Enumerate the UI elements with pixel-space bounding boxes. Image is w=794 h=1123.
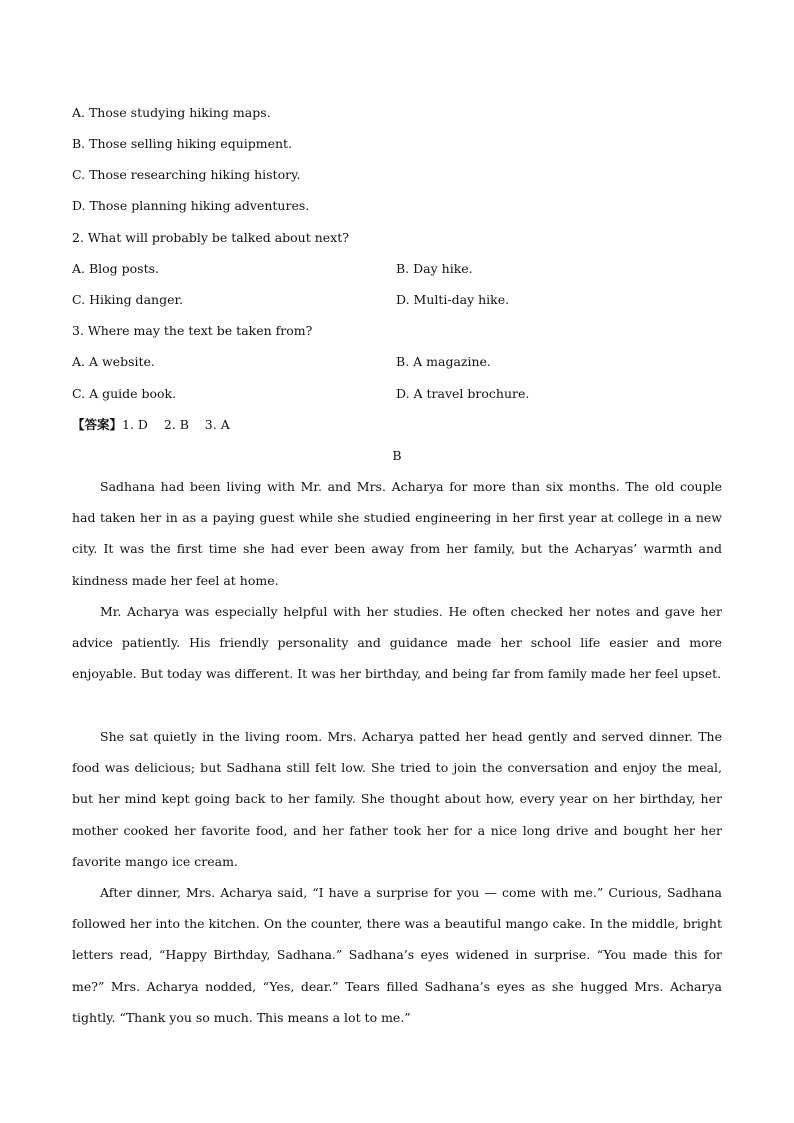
answer-label: 【答案】 bbox=[72, 417, 123, 432]
q2-option-c: C. Hiking danger. bbox=[72, 292, 184, 307]
q3-option-b: B. A magazine. bbox=[396, 354, 491, 369]
passage-paragraph-1: Sadhana had been living with Mr. and Mrs. Acharya for more than six months. The old couple had taken her in as a paying guest while she studied engineering in her first year at college in a new city. It was the first time she had ever been away from her family, but the Acharyas’ warmth and kindness made her feel at home. bbox=[72, 479, 722, 588]
q1-option-b: B. Those selling hiking equipment. bbox=[72, 136, 293, 151]
q1-option-a: A. Those studying hiking maps. bbox=[72, 105, 271, 120]
passage-paragraph-4: After dinner, Mrs. Acharya said, “I have a surprise for you — come with me.” Curious, Sadhana followed her into the kitchen. On the counter, there was a beautiful mango cake. In the middle, bright letters read, “Happy Birthday, Sadhana.” Sadhana’s eyes widened in surprise. “You made this for me?” Mrs. Acharya nodded, “Yes, dear.” Tears filled Sadhana’s eyes as she hugged Mrs. Acharya tightly. “Thank you so much. This means a lot to me.” bbox=[72, 885, 722, 1025]
q2-option-a: A. Blog posts. bbox=[72, 261, 160, 276]
passage-paragraph-3: She sat quietly in the living room. Mrs. Acharya patted her head gently and served dinner. The food was delicious; but Sadhana still felt low. She tried to join the conversation and enjoy the meal, but her mind kept going back to her family. She thought about how, every year on her birthday, her mother cooked her favorite food, and her father took her for a nice long drive and bought her her favorite mango ice cream. bbox=[72, 729, 722, 869]
q3-option-a: A. A website. bbox=[72, 354, 155, 369]
answer-text: 1. D 2. B 3. A bbox=[122, 417, 230, 432]
q1-option-c: C. Those researching hiking history. bbox=[72, 167, 301, 182]
q3-question: 3. Where may the text be taken from? bbox=[72, 323, 313, 338]
q3-option-c: C. A guide book. bbox=[72, 386, 177, 401]
section-letter: B bbox=[392, 448, 402, 463]
q1-option-d: D. Those planning hiking adventures. bbox=[72, 198, 310, 213]
q2-question: 2. What will probably be talked about next? bbox=[72, 230, 349, 245]
q3-option-d: D. A travel brochure. bbox=[396, 386, 530, 401]
answer-key bbox=[72, 417, 230, 433]
q2-option-b: B. Day hike. bbox=[396, 261, 473, 276]
passage-paragraph-2: Mr. Acharya was especially helpful with her studies. He often checked her notes and gave her advice patiently. His friendly personality and guidance made her school life easier and more enjoyable. But today was different. It was her birthday, and being far from family made her feel upset. bbox=[72, 604, 722, 682]
q2-option-d: D. Multi-day hike. bbox=[396, 292, 510, 307]
